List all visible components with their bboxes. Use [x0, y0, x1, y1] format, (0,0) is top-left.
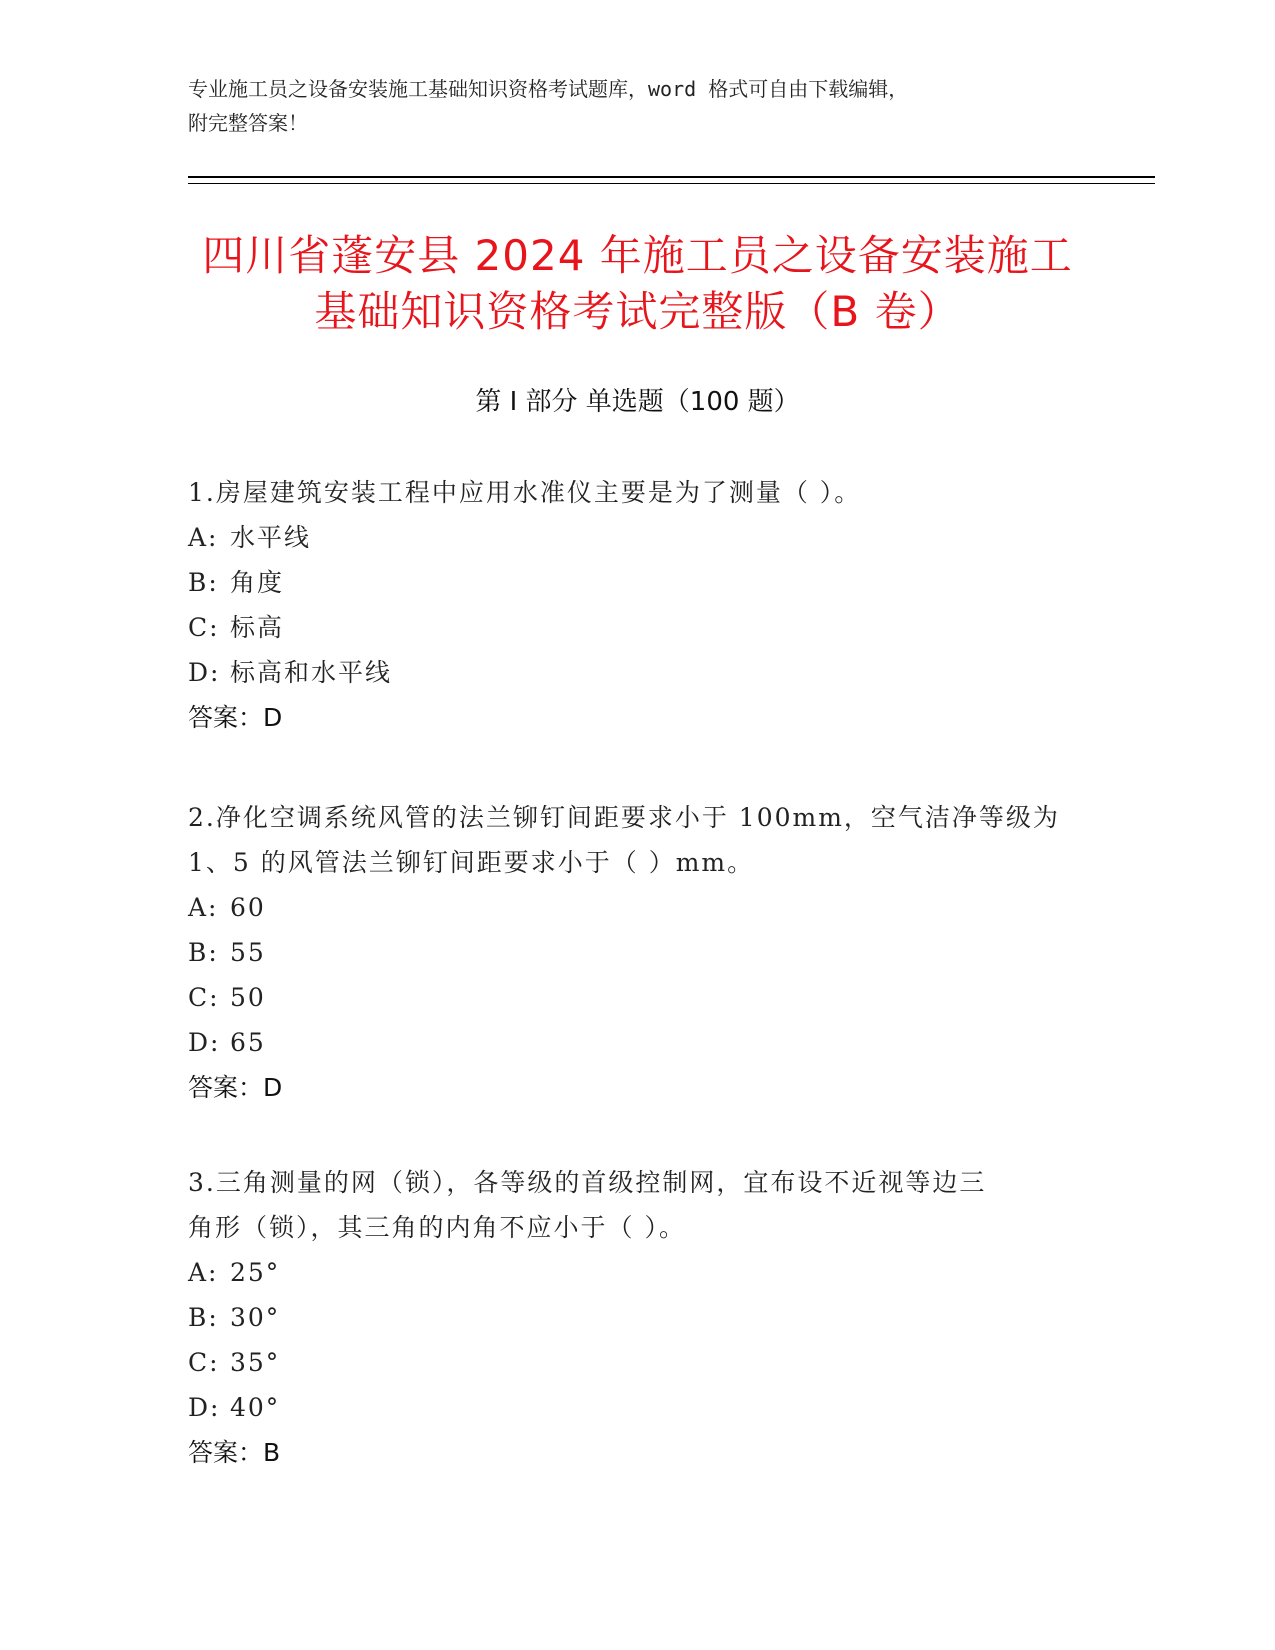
option-text: 55 [230, 938, 266, 967]
question-stem: 2.净化空调系统风管的法兰铆钉间距要求小于 100mm，空气洁净等级为 [188, 803, 1060, 832]
option-text: 水平线 [230, 523, 312, 552]
option-text: 角度 [230, 568, 285, 597]
header-divider-thick [188, 176, 1155, 178]
question-1 [188, 470, 1088, 740]
header-note-line: 专业施工员之设备安装施工基础知识资格考试题库，word 格式可自由下载编辑， [188, 77, 909, 101]
question-2 [188, 795, 1088, 1110]
option-text: 40° [230, 1393, 281, 1422]
option-d [188, 650, 1088, 695]
option-text: 30° [230, 1303, 281, 1332]
option-c [188, 605, 1088, 650]
header-divider-thin [188, 183, 1155, 184]
option-key: C: [188, 613, 220, 642]
option-text: 65 [230, 1028, 266, 1057]
header-note-line: 附完整答案！ [188, 111, 308, 135]
answer: 答案：D [188, 1073, 283, 1102]
option-text: 标高和水平线 [230, 658, 393, 687]
option-a [188, 515, 1088, 560]
option-d [188, 1020, 1088, 1065]
option-b [188, 930, 1088, 975]
question-3 [188, 1160, 1088, 1475]
option-b [188, 560, 1088, 605]
option-key: D: [188, 1393, 221, 1422]
section-heading: 第 I 部分 单选题（100 题） [475, 387, 800, 417]
answer: 答案：D [188, 703, 283, 732]
answer: 答案：B [188, 1438, 281, 1467]
title-line: 基础知识资格考试完整版（B 卷） [314, 287, 961, 336]
option-key: D: [188, 658, 221, 687]
option-text: 60 [230, 893, 266, 922]
title-line: 四川省蓬安县 2024 年施工员之设备安装施工 [202, 231, 1073, 280]
option-key: B: [188, 1303, 219, 1332]
option-c [188, 975, 1088, 1020]
option-key: C: [188, 983, 220, 1012]
option-a [188, 885, 1088, 930]
question-stem: 3.三角测量的网（锁），各等级的首级控制网，宜布设不近视等边三 [188, 1168, 987, 1197]
option-key: D: [188, 1028, 221, 1057]
option-key: A: [188, 523, 219, 552]
option-c [188, 1340, 1088, 1385]
question-stem: 角形（锁），其三角的内角不应小于（ ）。 [188, 1213, 686, 1242]
option-b [188, 1295, 1088, 1340]
option-text: 25° [230, 1258, 281, 1287]
question-stem: 1、5 的风管法兰铆钉间距要求小于（ ）mm。 [188, 848, 755, 877]
option-a [188, 1250, 1088, 1295]
option-d [188, 1385, 1088, 1430]
option-text: 标高 [230, 613, 285, 642]
option-text: 35° [230, 1348, 281, 1377]
document-title [160, 228, 1115, 340]
header-note [188, 72, 1088, 140]
option-key: A: [188, 893, 219, 922]
option-key: B: [188, 938, 219, 967]
option-key: A: [188, 1258, 219, 1287]
question-stem: 1.房屋建筑安装工程中应用水准仪主要是为了测量（ ）。 [188, 478, 862, 507]
option-text: 50 [230, 983, 266, 1012]
option-key: C: [188, 1348, 220, 1377]
option-key: B: [188, 568, 219, 597]
